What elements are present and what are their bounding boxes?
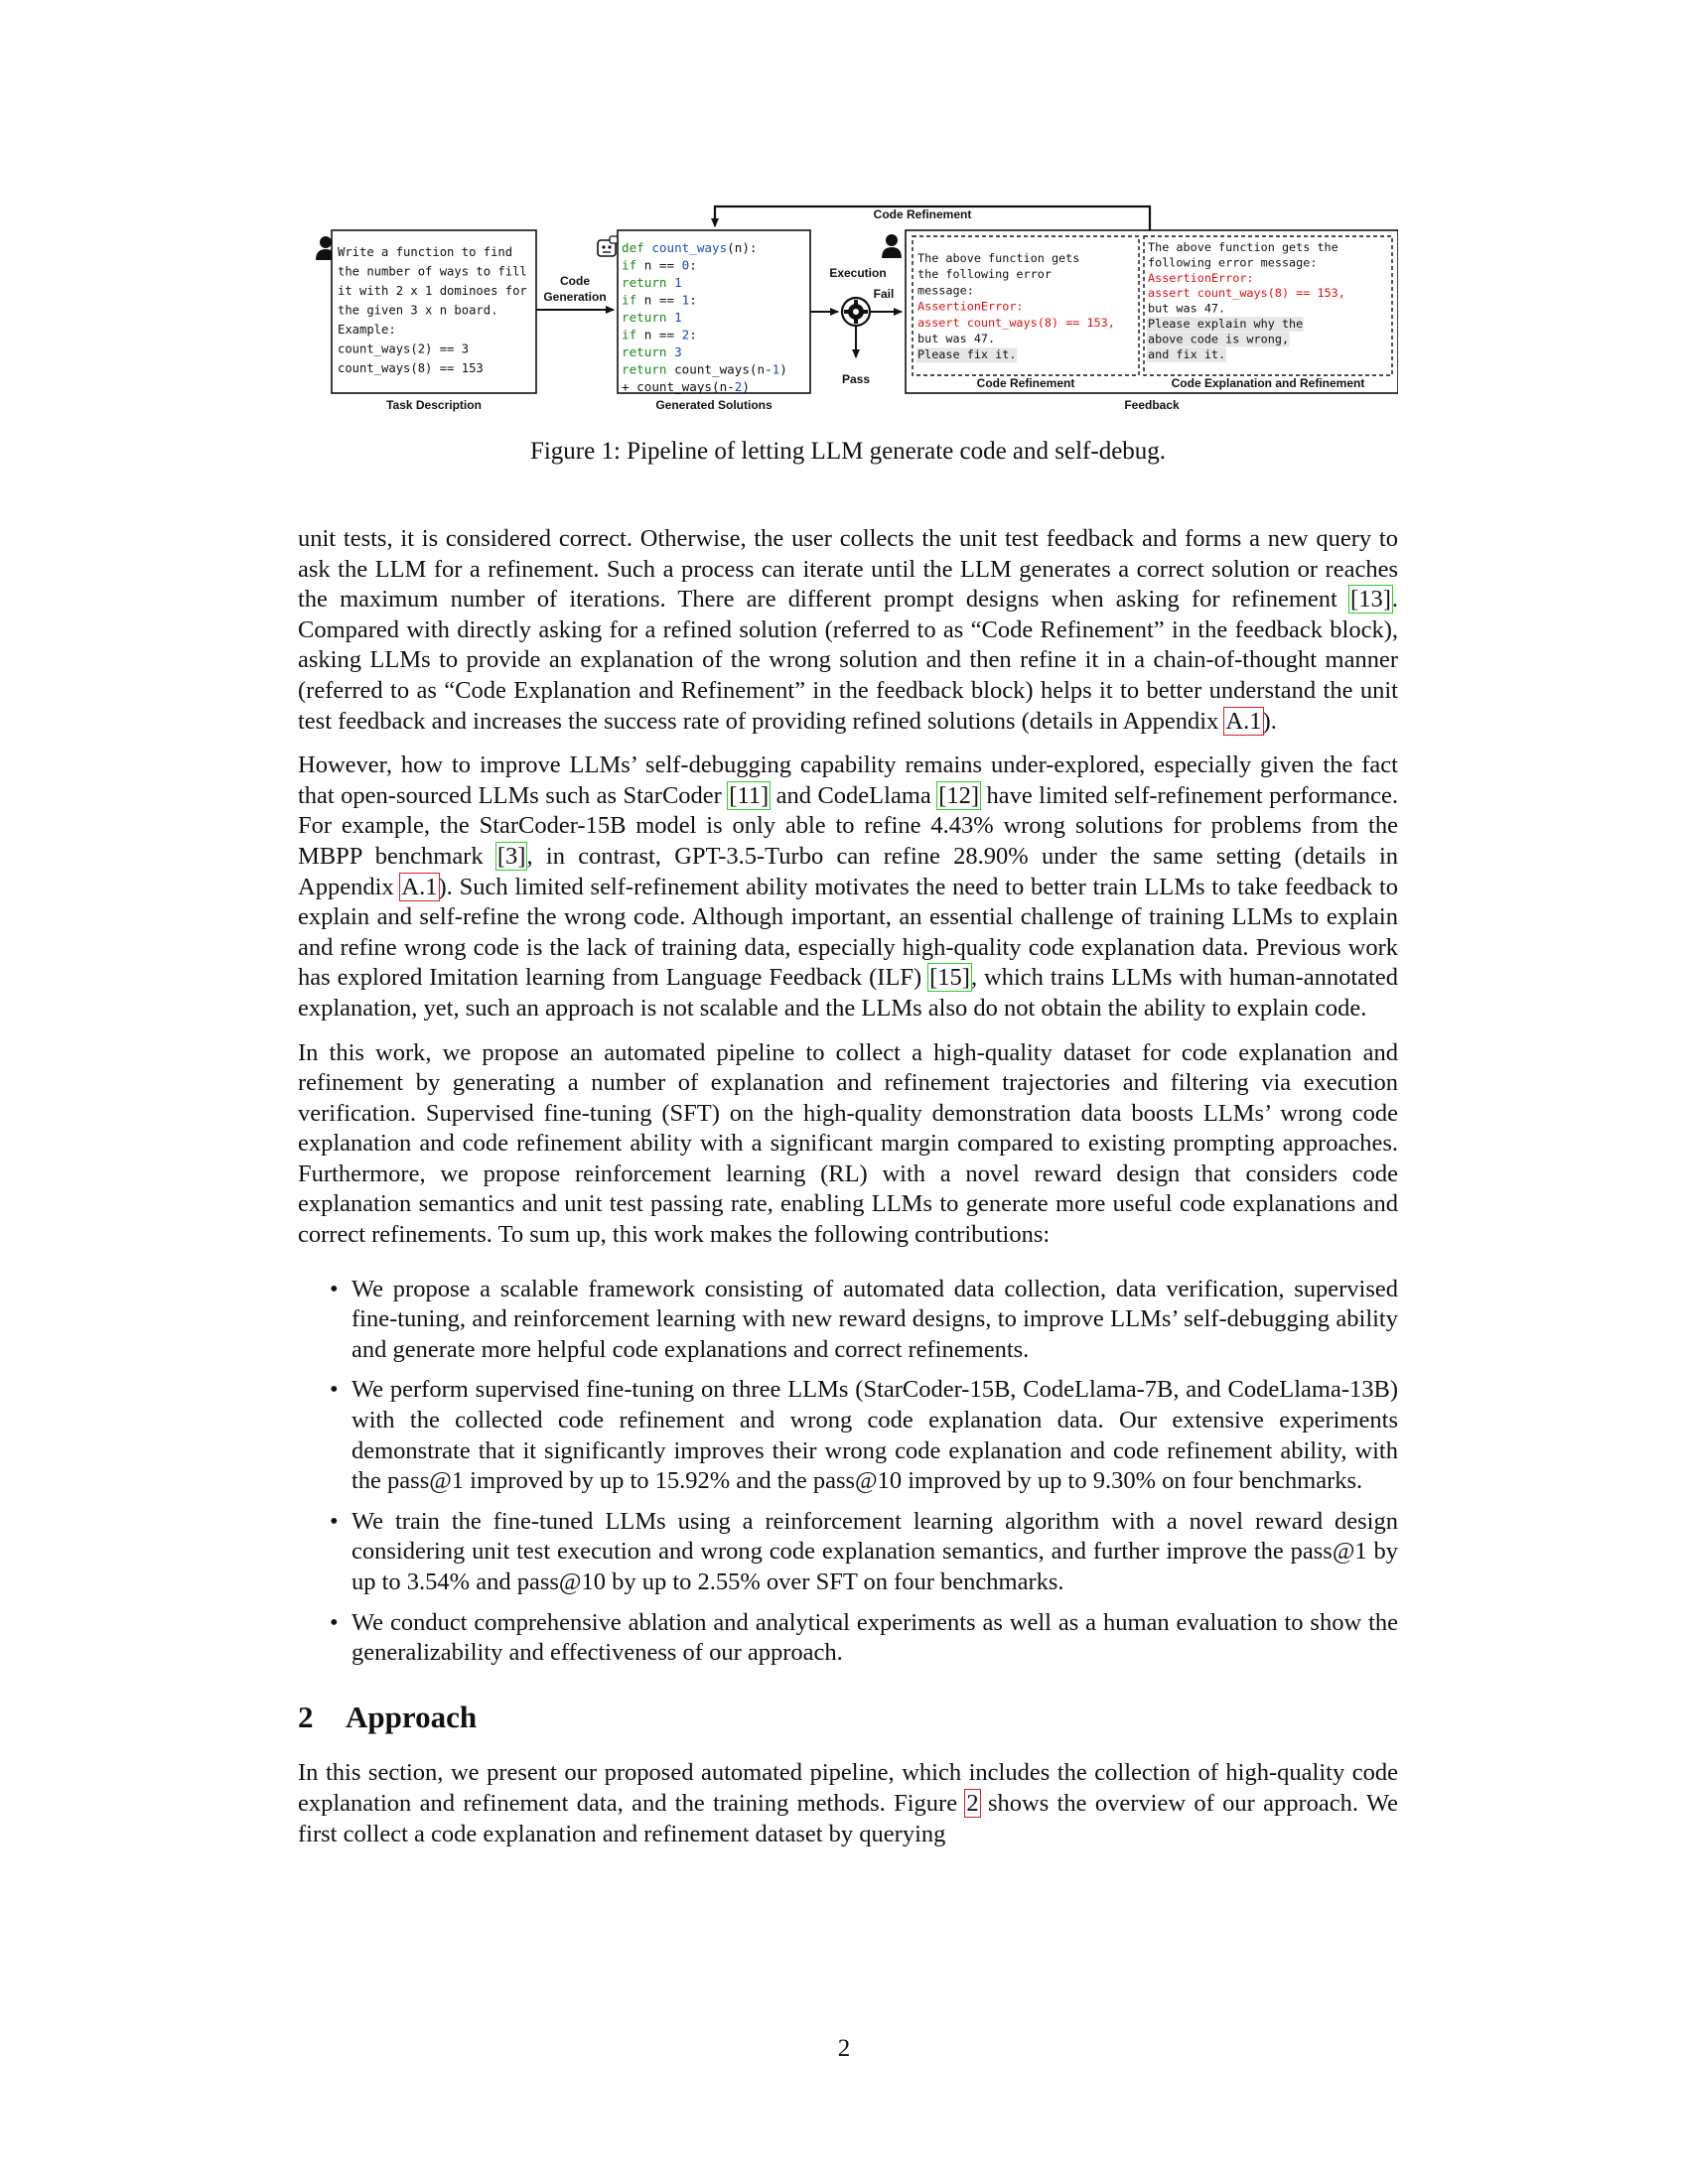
task-line: the given 3 x n board. <box>338 303 498 318</box>
code-line: if n == 1: <box>622 292 697 308</box>
code-refinement-prompt-label: Code Refinement <box>976 376 1075 390</box>
robot-icon <box>598 236 620 256</box>
code-refinement-loop-label: Code Refinement <box>873 207 972 221</box>
feedback-line: message: <box>917 283 974 298</box>
feedback-line: and fix it. <box>1148 346 1226 361</box>
bullet: • <box>330 1507 339 1535</box>
bullet: • <box>330 1376 339 1404</box>
task-line: it with 2 x 1 dominoes for <box>338 284 527 298</box>
pipeline-diagram <box>298 197 1398 417</box>
feedback-line: the following error <box>917 267 1052 282</box>
feedback-line: Please fix it. <box>917 347 1017 362</box>
list-item <box>330 1608 1398 1669</box>
execution-label: Execution <box>829 266 887 280</box>
code-explanation-prompt-label: Code Explanation and Refinement <box>1171 376 1365 390</box>
section-title: Approach <box>346 1699 478 1734</box>
generated-solutions-label: Generated Solutions <box>655 398 773 412</box>
bullet: • <box>330 1275 339 1302</box>
list-item <box>330 1507 1398 1598</box>
paragraph: In this section, we present our proposed automated pipeline, which includes the collection of high-quality code explanation and refinement data, and the training methods. Figure 2 shows the overview of our approach. We first collect a code explanation and refinement dataset by querying <box>298 1759 1398 1847</box>
feedback-line: but was 47. <box>1148 301 1226 316</box>
code-line: return 1 <box>622 310 682 325</box>
paragraph: However, how to improve LLMs’ self-debugging capability remains under-explored, especially given the fact that open-sourced LLMs such as StarCoder [11] and CodeLlama [12] have limited self-refinement performance. For example, the StarCoder-15B model is only able to refine 4.43% wrong solutions for problems from the MBPP benchmark [3], in contrast, GPT-3.5-Turbo can refine 28.90% under the same setting (details in Appendix A.1). Such limited self-refinement ability motivates the need to better train LLMs to take feedback to explain and self-refine the wrong code. Although important, an essential challenge of training LLMs to explain and refine wrong code is the lack of training data, especially high-quality code explanation data. Previous work has explored Imitation learning from Language Feedback (ILF) [15], which trains LLMs with human-annotated explanation, yet, such an approach is not scalable and the LLMs also do not obtain the ability to explain code. <box>298 751 1399 1022</box>
paragraph: unit tests, it is considered correct. Otherwise, the user collects the unit test feedback and forms a new query to ask the LLM for a refinement. Such a process can iterate until the LLM generates a correct solution or reaches the maximum number of iterations. There are different prompt designs when asking for refinement [13]. Compared with directly asking for a refined solution (referred to as “Code Refinement” in the feedback block), asking LLMs to provide an explanation of the wrong solution and then refine it in a chain-of-thought manner (referred to as “Code Explanation and Refinement” in the feedback block) helps it to better understand the unit test feedback and increases the success rate of providing refined solutions (details in Appendix A.1). <box>298 525 1398 735</box>
contribution-text: We propose a scalable framework consisting of automated data collection, data verification, supervised fine-tuning, and reinforcement learning with new reward designs, to improve LLMs’ self-debugging ability and generate more helpful code explanations and correct refinements. <box>352 1275 1398 1363</box>
body-text <box>298 524 1398 1863</box>
list-item <box>330 1275 1398 1366</box>
code-line: + count_ways(n-2) <box>622 379 750 394</box>
citation-link[interactable]: [15] <box>929 964 970 992</box>
page-number: 2 <box>837 2035 851 2062</box>
feedback-label: Feedback <box>1124 398 1180 412</box>
code-line: return count_ways(n-1) <box>622 361 787 377</box>
pipeline-figure <box>298 197 1398 417</box>
task-line: the number of ways to fill <box>338 264 527 279</box>
bullet: • <box>330 1608 339 1636</box>
citation-link[interactable]: [12] <box>938 781 980 809</box>
code-line: if n == 0: <box>622 257 697 273</box>
cross-reference-link[interactable]: 2 <box>966 1789 979 1817</box>
citation-link[interactable]: [3] <box>496 842 526 870</box>
feedback-line: assert count_ways(8) == 153, <box>1148 286 1345 301</box>
contributions-list <box>298 1275 1398 1669</box>
section-number: 2 <box>298 1699 314 1734</box>
task-line: count_ways(8) == 153 <box>338 361 484 375</box>
feedback-line: but was 47. <box>917 332 996 345</box>
contribution-text: We train the fine-tuned LLMs using a reinforcement learning algorithm with a novel reward design considering unit test execution and wrong code explanation semantics, and further improve the pass@1 by up to 3.54% and pass@10 by up to 2.55% over SFT on four benchmarks. <box>352 1507 1398 1595</box>
feedback-line: Please explain why the <box>1148 317 1304 331</box>
user-icon <box>882 234 902 258</box>
code-generation-label: Generation <box>543 290 607 304</box>
feedback-line: assert count_ways(8) == 153, <box>917 315 1115 330</box>
feedback-line: The above function gets the <box>1148 240 1338 254</box>
contribution-text: We conduct comprehensive ablation and analytical experiments as well as a human evaluation to show the generalizability and effectiveness of our approach. <box>352 1608 1398 1667</box>
code-line: def count_ways(n): <box>622 240 758 255</box>
gear-icon <box>842 298 870 326</box>
feedback-line: following error message: <box>1148 255 1318 270</box>
task-line: Write a function to find <box>338 245 513 259</box>
task-line: count_ways(2) == 3 <box>338 341 470 356</box>
task-description-label: Task Description <box>386 398 482 412</box>
cross-reference-link[interactable]: A.1 <box>401 873 438 900</box>
citation-link[interactable]: [11] <box>729 781 770 809</box>
paragraph: In this work, we propose an automated pipeline to collect a high-quality dataset for code explanation and refinement by generating a number of explanation and refinement trajectories and filtering via execution verification. Supervised fine-tuning (SFT) on the high-quality demonstration data boosts LLMs’ wrong code explanation and code refinement ability with a significant margin compared to existing prompting approaches. Furthermore, we propose reinforcement learning (RL) with a novel reward design that considers code explanation semantics and unit test passing rate, enabling LLMs to generate more useful code explanations and correct refinements. To sum up, this work makes the following contributions: <box>298 1038 1398 1249</box>
citation-link[interactable]: [13] <box>1350 586 1391 614</box>
pass-label: Pass <box>841 372 871 386</box>
feedback-line: AssertionError: <box>917 299 1024 314</box>
feedback-line: The above function gets <box>917 251 1080 265</box>
feedback-line: above code is wrong, <box>1148 332 1290 346</box>
feedback-line: AssertionError: <box>1148 270 1254 285</box>
figure-caption: Figure 1: Pipeline of letting LLM generate code and self-debug. <box>529 438 1167 465</box>
contribution-text: We perform supervised fine-tuning on three LLMs (StarCoder-15B, CodeLlama-7B, and CodeLlama-13B) with the collected code refinement and wrong code explanation data. Our extensive experiments demonstrate that it significantly improves their wrong code explanation and code refinement ability, with the pass@1 improved by up to 15.92% and the pass@10 improved by up to 9.30% on four benchmarks. <box>352 1376 1398 1495</box>
section-heading <box>298 1699 1398 1734</box>
fail-label: Fail <box>873 287 895 301</box>
list-item <box>330 1375 1398 1496</box>
code-line: return 3 <box>622 344 682 359</box>
code-line: return 1 <box>622 275 682 290</box>
code-line: if n == 2: <box>622 327 697 342</box>
task-line: Example: <box>338 323 396 337</box>
code-generation-label: Code <box>560 274 590 288</box>
cross-reference-link[interactable]: A.1 <box>1225 707 1262 735</box>
